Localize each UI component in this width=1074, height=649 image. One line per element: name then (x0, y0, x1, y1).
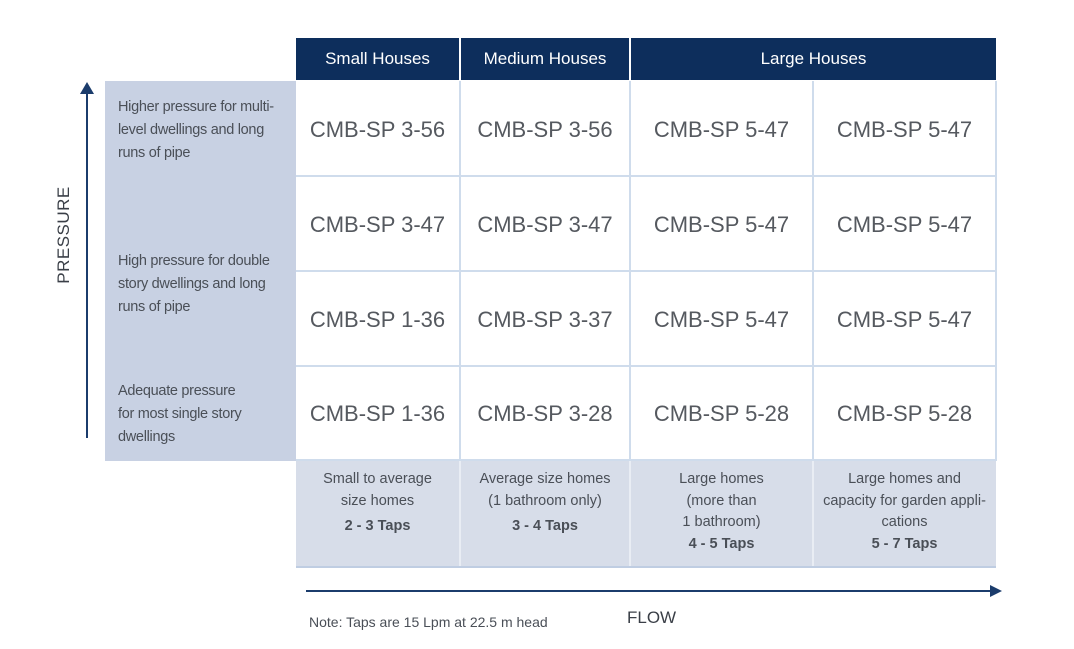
model-cell: CMB-SP 5-47 (653, 116, 790, 142)
pressure-label-high: High pressure for double story dwellings and long runs of pipe (118, 253, 270, 315)
pressure-label-higher: Higher pressure for multi- level dwellings and long runs of pipe (118, 99, 274, 161)
flow-axis-line (306, 590, 992, 592)
model-cell: CMB-SP 5-47 (836, 116, 973, 142)
model-cell: CMB-SP 5-28 (836, 400, 973, 426)
model-cell: CMB-SP 3-56 (477, 116, 613, 142)
taps-count: 5 - 7 Taps (871, 535, 938, 552)
model-cell: CMB-SP 3-56 (309, 116, 446, 142)
arrow-up-icon (80, 82, 94, 94)
model-cell: CMB-SP 3-37 (477, 306, 613, 332)
pressure-axis-label: PRESSURE (54, 186, 73, 284)
pressure-label-adequate: Adequate pressure for most single story dwellings (118, 383, 242, 445)
footer-large: Large homes (more than 1 bathroom) 4 - 5 Taps (631, 469, 812, 555)
flow-axis-label: FLOW (627, 608, 677, 627)
footer-large-garden: Large homes and capacity for garden appli- cations 5 - 7 Taps (812, 469, 997, 555)
model-cell: CMB-SP 1-36 (309, 400, 446, 426)
footer-medium: Average size homes (1 bathroom only) 3 - 4 Taps (461, 469, 629, 538)
taps-count: 3 - 4 Taps (512, 518, 578, 534)
pressure-axis-line (86, 94, 88, 438)
model-cell: CMB-SP 5-47 (653, 211, 790, 237)
model-cell: CMB-SP 5-47 (836, 306, 973, 332)
header-medium-houses: Medium Houses (461, 38, 629, 80)
model-cell: CMB-SP 5-47 (653, 306, 790, 332)
model-cell: CMB-SP 5-28 (653, 400, 790, 426)
model-cell: CMB-SP 3-28 (477, 400, 613, 426)
model-cell: CMB-SP 3-47 (477, 211, 613, 237)
model-cell: CMB-SP 1-36 (309, 306, 446, 332)
taps-count: 4 - 5 Taps (688, 535, 755, 552)
footer-border (296, 566, 996, 568)
header-small-houses: Small Houses (296, 38, 459, 80)
model-cell: CMB-SP 3-47 (309, 211, 446, 237)
footnote: Note: Taps are 15 Lpm at 22.5 m head (309, 614, 548, 630)
footer-small: Small to average size homes 2 - 3 Taps (296, 469, 459, 538)
arrow-right-icon (990, 585, 1002, 597)
model-cell: CMB-SP 5-47 (836, 211, 973, 237)
taps-count: 2 - 3 Taps (344, 518, 411, 534)
header-large-houses: Large Houses (631, 38, 996, 80)
